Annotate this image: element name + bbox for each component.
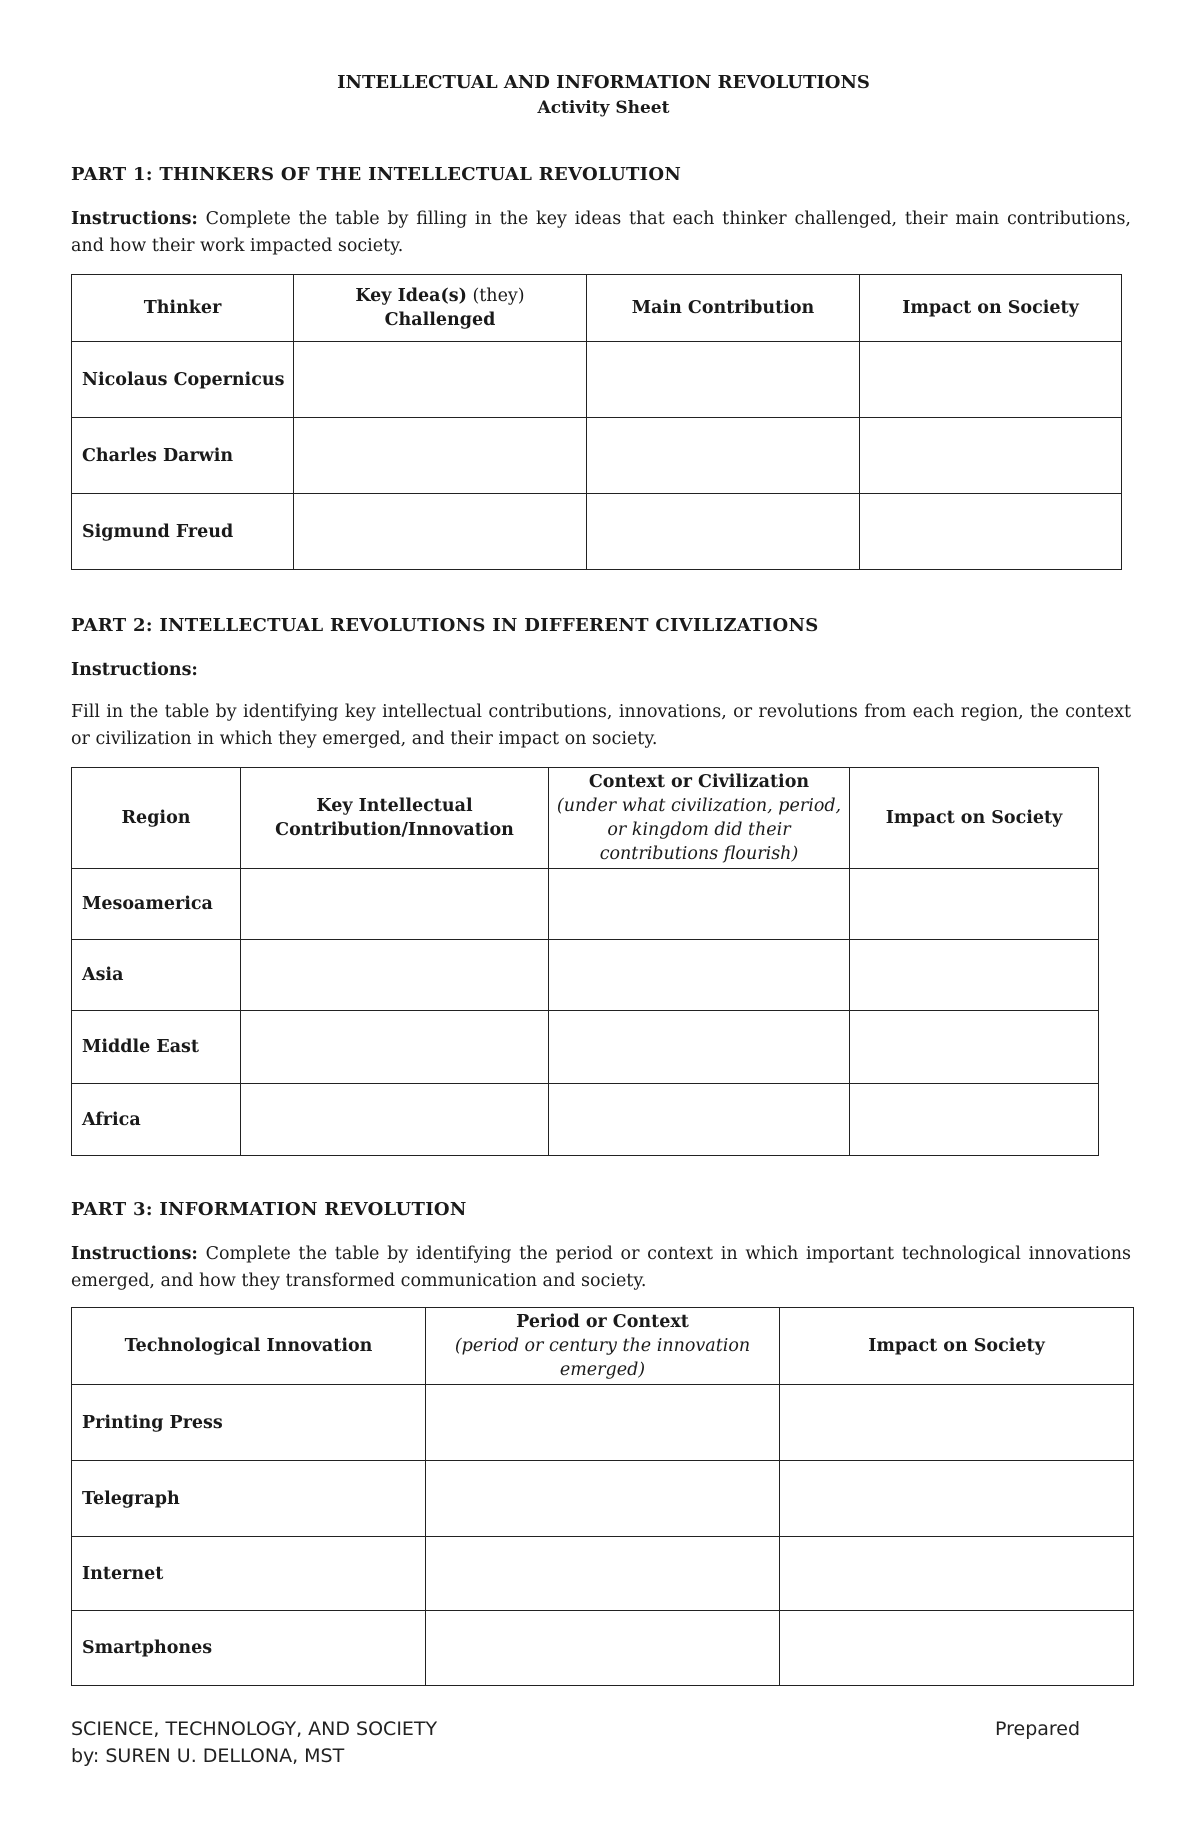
table-row — [72, 1084, 1099, 1156]
column-header-innovation: Technological Innovation — [72, 1308, 426, 1385]
table-row — [72, 869, 1099, 940]
column-header-impact: Impact on Society — [860, 275, 1122, 342]
row-label-darwin: Charles Darwin — [72, 418, 294, 494]
column-header-impact: Impact on Society — [780, 1308, 1134, 1385]
column-header-period — [426, 1308, 780, 1385]
row-label-internet: Internet — [72, 1537, 426, 1611]
table-row — [72, 1385, 1134, 1461]
answer-cell[interactable] — [549, 1084, 850, 1156]
period-label: Period or Context — [516, 1312, 689, 1332]
answer-cell[interactable] — [549, 1011, 850, 1084]
answer-cell[interactable] — [426, 1537, 780, 1611]
column-header-key-ideas — [294, 275, 587, 342]
part3-instructions-label: Instructions: — [71, 1244, 198, 1264]
part1-instructions — [71, 206, 1131, 260]
answer-cell[interactable] — [780, 1537, 1134, 1611]
column-header-context — [549, 768, 850, 869]
row-label-printing-press: Printing Press — [72, 1385, 426, 1461]
answer-cell[interactable] — [549, 940, 850, 1011]
part3-heading: PART 3: INFORMATION REVOLUTION — [71, 1199, 467, 1220]
part3-instructions-text: Complete the table by identifying the period or context in which important technological innovations emerged, and how they transformed communication and society. — [71, 1244, 1131, 1291]
period-note: (period or century the innovation emerged) — [454, 1336, 751, 1380]
answer-cell[interactable] — [241, 1084, 549, 1156]
answer-cell[interactable] — [241, 1011, 549, 1084]
answer-cell[interactable] — [860, 342, 1122, 418]
context-note: (under what civilization, period, or kingdom did their contributions flourish) — [556, 796, 842, 864]
answer-cell[interactable] — [860, 418, 1122, 494]
key-ideas-label: Key Idea(s) — [355, 286, 467, 306]
answer-cell[interactable] — [294, 342, 587, 418]
answer-cell[interactable] — [241, 940, 549, 1011]
answer-cell[interactable] — [850, 1084, 1099, 1156]
answer-cell[interactable] — [850, 869, 1099, 940]
row-label-africa: Africa — [72, 1084, 241, 1156]
table-row — [72, 494, 1122, 570]
answer-cell[interactable] — [587, 342, 860, 418]
row-label-smartphones: Smartphones — [72, 1611, 426, 1686]
row-label-telegraph: Telegraph — [72, 1461, 426, 1537]
answer-cell[interactable] — [294, 418, 587, 494]
table-row — [72, 342, 1122, 418]
table-header-row — [72, 275, 1122, 342]
answer-cell[interactable] — [426, 1611, 780, 1686]
key-ideas-challenged-label: Challenged — [384, 310, 496, 330]
row-label-asia: Asia — [72, 940, 241, 1011]
answer-cell[interactable] — [426, 1461, 780, 1537]
table-row — [72, 1537, 1134, 1611]
footer-author: by: SUREN U. DELLONA, MST — [71, 1745, 345, 1767]
part1-heading: PART 1: THINKERS OF THE INTELLECTUAL REVOLUTION — [71, 164, 682, 185]
answer-cell[interactable] — [780, 1385, 1134, 1461]
column-header-region: Region — [72, 768, 241, 869]
table-header-row — [72, 1308, 1134, 1385]
context-label: Context or Civilization — [588, 772, 810, 792]
row-label-mesoamerica: Mesoamerica — [72, 869, 241, 940]
part1-instructions-text: Complete the table by filling in the key ideas that each thinker challenged, their main contributions, and how their work impacted society. — [71, 209, 1131, 256]
answer-cell[interactable] — [850, 940, 1099, 1011]
column-header-thinker: Thinker — [72, 275, 294, 342]
table-row — [72, 418, 1122, 494]
answer-cell[interactable] — [860, 494, 1122, 570]
document-title: INTELLECTUAL AND INFORMATION REVOLUTIONS — [337, 72, 870, 93]
table-row — [72, 1461, 1134, 1537]
answer-cell[interactable] — [780, 1461, 1134, 1537]
part2-heading: PART 2: INTELLECTUAL REVOLUTIONS IN DIFFERENT CIVILIZATIONS — [71, 615, 819, 636]
row-label-copernicus: Nicolaus Copernicus — [72, 342, 294, 418]
thinkers-table — [71, 274, 1122, 570]
answer-cell[interactable] — [780, 1611, 1134, 1686]
row-label-middle-east: Middle East — [72, 1011, 241, 1084]
answer-cell[interactable] — [587, 418, 860, 494]
document-subtitle: Activity Sheet — [537, 98, 670, 118]
table-row — [72, 940, 1099, 1011]
part3-instructions — [71, 1241, 1131, 1295]
column-header-main-contribution: Main Contribution — [587, 275, 860, 342]
civilizations-table — [71, 767, 1099, 1156]
row-label-freud: Sigmund Freud — [72, 494, 294, 570]
footer-course: SCIENCE, TECHNOLOGY, AND SOCIETY — [71, 1718, 438, 1740]
part2-instructions-text: Fill in the table by identifying key intellectual contributions, innovations, or revolutions from each region, the context or civilization in which they emerged, and their impact on society. — [71, 702, 1131, 749]
table-row — [72, 1011, 1099, 1084]
part2-instructions-label-text: Instructions: — [71, 660, 198, 680]
table-header-row — [72, 768, 1099, 869]
part1-instructions-label: Instructions: — [71, 209, 198, 229]
key-ideas-they-label: (they) — [466, 286, 525, 306]
answer-cell[interactable] — [850, 1011, 1099, 1084]
answer-cell[interactable] — [241, 869, 549, 940]
information-table — [71, 1307, 1134, 1686]
footer-prepared: Prepared — [995, 1718, 1081, 1740]
answer-cell[interactable] — [294, 494, 587, 570]
part2-instructions-label — [71, 657, 1131, 684]
answer-cell[interactable] — [549, 869, 850, 940]
answer-cell[interactable] — [426, 1385, 780, 1461]
table-row — [72, 1611, 1134, 1686]
answer-cell[interactable] — [587, 494, 860, 570]
column-header-impact: Impact on Society — [850, 768, 1099, 869]
column-header-key-contribution: Key Intellectual Contribution/Innovation — [241, 768, 549, 869]
